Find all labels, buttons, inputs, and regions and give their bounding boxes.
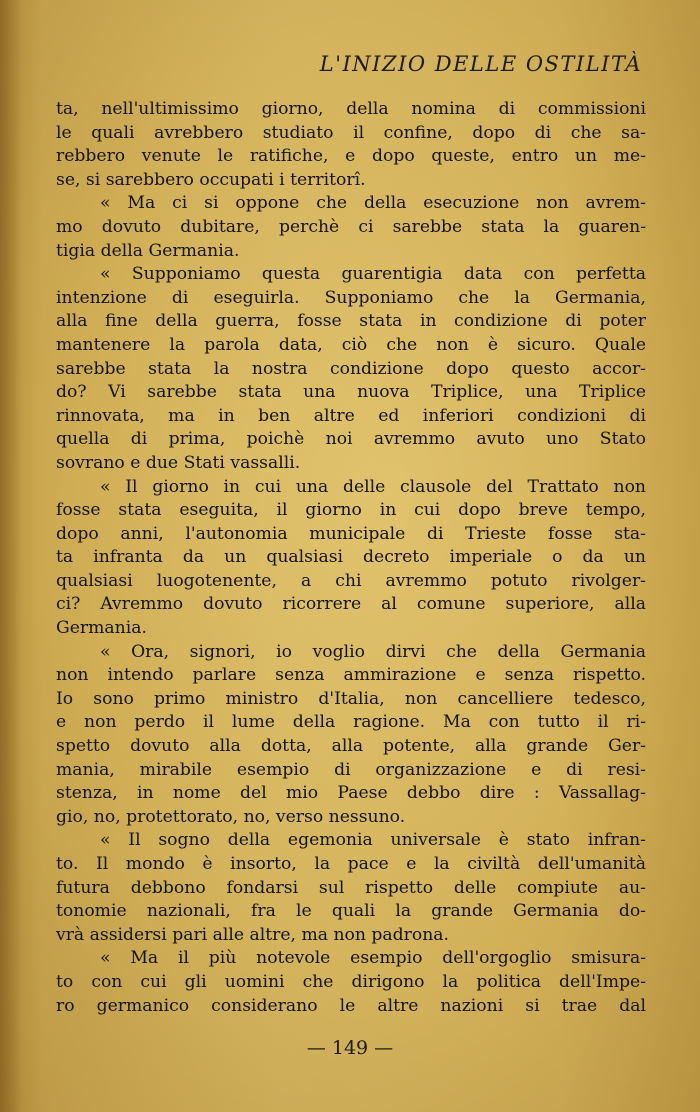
text-line: dopo anni, l'autonomia municipale di Trieste fosse sta- bbox=[56, 523, 646, 544]
text-line: mo dovuto dubitare, perchè ci sarebbe stata la guaren- bbox=[56, 216, 646, 237]
text-line: quella di prima, poichè noi avremmo avuto uno Stato bbox=[56, 429, 646, 450]
text-line: Germania. bbox=[56, 618, 147, 639]
text-line: e non perdo il lume della ragione. Ma con tutto il ri- bbox=[56, 712, 646, 733]
text-line: sarebbe stata la nostra condizione dopo questo accor- bbox=[56, 358, 646, 379]
text-line: vrà assidersi pari alle altre, ma non padrona. bbox=[56, 924, 450, 945]
text-line: to. Il mondo è insorto, la pace e la civiltà dell'umanità bbox=[56, 854, 646, 874]
text-line: le quali avrebbero studiato il confine, dopo di che sa- bbox=[56, 122, 646, 143]
text-line: to con cui gli uomini che dirigono la politica dell'Impe- bbox=[56, 971, 646, 992]
text-line: ta, nell'ultimissimo giorno, della nomina di commissioni bbox=[56, 99, 646, 119]
text-line: non intendo parlare senza ammirazione e senza rispetto. bbox=[56, 665, 646, 686]
text-line: « Ma ci si oppone che della esecuzione non avrem- bbox=[100, 193, 646, 214]
text-line: Io sono primo ministro d'Italia, non cancelliere tedesco, bbox=[56, 688, 646, 709]
text-line: ro germanico considerano le altre nazioni si trae dal bbox=[56, 995, 646, 1016]
text-line: « Il sogno della egemonia universale è stato infran- bbox=[100, 830, 646, 851]
text-line: mania, mirabile esempio di organizzazione e di resi- bbox=[56, 759, 646, 780]
text-line: fosse stata eseguita, il giorno in cui dopo breve tempo, bbox=[56, 500, 646, 521]
text-line: intenzione di eseguirla. Supponiamo che la Germania, bbox=[56, 287, 646, 308]
text-line: « Il giorno in cui una delle clausole del Trattato non bbox=[100, 476, 646, 497]
page-number: — 149 — bbox=[306, 1037, 394, 1059]
running-head: L'INIZIO DELLE OSTILITÀ bbox=[319, 52, 642, 76]
body-text bbox=[56, 98, 646, 1018]
text-line: ta infranta da un qualsiasi decreto imperiale o da un bbox=[56, 547, 646, 568]
text-line: spetto dovuto alla dotta, alla potente, alla grande Ger- bbox=[56, 736, 646, 757]
text-line: rinnovata, ma in ben altre ed inferiori condizioni di bbox=[56, 405, 646, 426]
text-line: « Ma il più notevole esempio dell'orgoglio smisura- bbox=[100, 948, 646, 969]
text-line: gio, no, protettorato, no, verso nessuno. bbox=[56, 806, 406, 827]
text-line: futura debbono fondarsi sul rispetto delle compiute au- bbox=[56, 877, 646, 898]
text-line: tigia della Germania. bbox=[56, 240, 240, 261]
text-line: rebbero venute le ratifiche, e dopo queste, entro un me- bbox=[56, 146, 646, 167]
text-line: ci? Avremmo dovuto ricorrere al comune superiore, alla bbox=[56, 594, 646, 615]
text-line: sovrano e due Stati vassalli. bbox=[56, 452, 301, 473]
text-line: do? Vi sarebbe stata una nuova Triplice, una Triplice bbox=[56, 382, 646, 403]
text-line: « Ora, signori, io voglio dirvi che della Germania bbox=[100, 641, 646, 662]
text-line: alla fine della guerra, fosse stata in condizione di poter bbox=[56, 311, 646, 332]
text-line: tonomie nazionali, fra le quali la grande Germania do- bbox=[56, 901, 646, 922]
text-line: mantenere la parola data, ciò che non è sicuro. Quale bbox=[56, 334, 646, 355]
page-edge-shadow bbox=[0, 0, 22, 1112]
text-line: stenza, in nome del mio Paese debbo dire : Vassallag- bbox=[56, 783, 646, 804]
text-line: « Supponiamo questa guarentigia data con perfetta bbox=[100, 264, 646, 285]
text-line: qualsiasi luogotenente, a chi avremmo potuto rivolger- bbox=[56, 570, 646, 591]
text-line: se, si sarebbero occupati i territorî. bbox=[56, 169, 366, 190]
